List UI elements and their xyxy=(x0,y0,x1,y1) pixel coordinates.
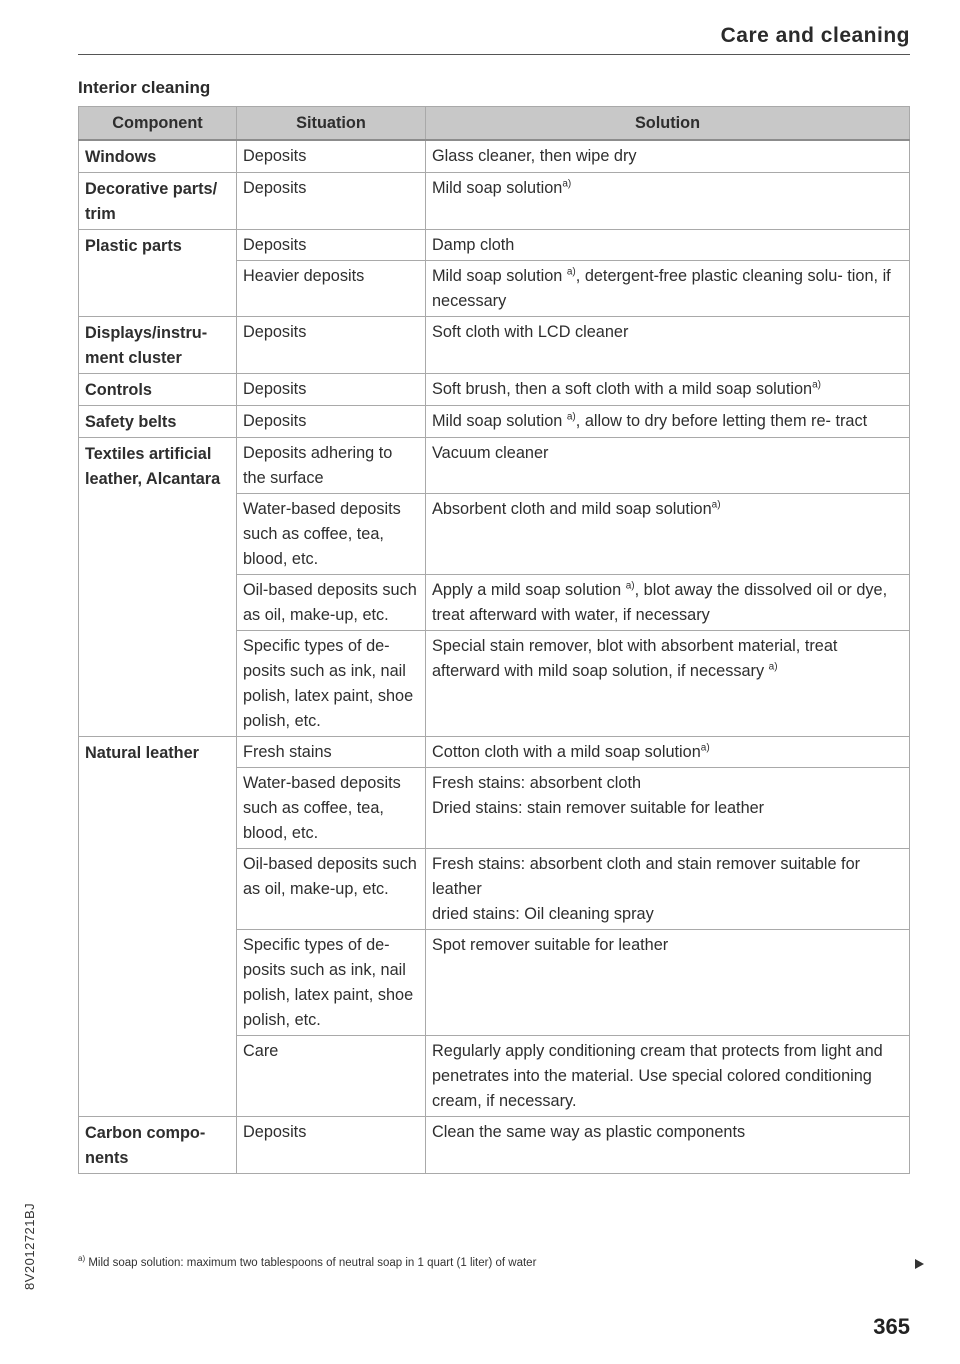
column-header-component: Component xyxy=(79,107,237,141)
solution-line: dried stains: Oil cleaning spray xyxy=(432,905,654,923)
situation-cell: Deposits xyxy=(237,230,426,261)
section-title: Interior cleaning xyxy=(78,78,211,97)
situation-cell: Care xyxy=(237,1036,426,1117)
component-cell: Plastic parts xyxy=(79,230,237,317)
solution-line: Fresh stains: absorbent cloth and stain remover suitable for leather xyxy=(432,855,861,898)
document-code: 8V2012721BJ xyxy=(22,1202,37,1290)
situation-cell: Specific types of de- posits such as ink, nail polish, latex paint, shoe polish, etc. xyxy=(237,930,426,1036)
table-row xyxy=(79,140,910,173)
component-cell: Windows xyxy=(79,140,237,173)
header-divider xyxy=(78,54,910,55)
interior-cleaning-table xyxy=(78,106,910,1174)
component-cell: Natural leather xyxy=(79,737,237,1117)
solution-line: Dried stains: stain remover suitable for leather xyxy=(432,799,765,817)
footnote-text: Mild soap solution: maximum two tablespoons of neutral soap in 1 quart (1 liter) of water xyxy=(88,1257,537,1269)
solution-cell: Damp cloth xyxy=(426,230,910,261)
table-row xyxy=(79,374,910,406)
footnote xyxy=(78,1254,537,1269)
component-cell: Textiles artificial leather, Alcantara xyxy=(79,438,237,737)
table-row xyxy=(79,173,910,230)
solution-cell xyxy=(426,261,910,317)
solution-cell xyxy=(426,494,910,575)
solution-text: Mild soap solution xyxy=(432,267,567,285)
footnote-marker: a) xyxy=(566,411,576,423)
component-cell: Safety belts xyxy=(79,406,237,438)
solution-text: Mild soap solution xyxy=(432,412,567,430)
table-row xyxy=(79,737,910,768)
column-header-solution: Solution xyxy=(426,107,910,141)
solution-cell xyxy=(426,575,910,631)
solution-text: , detergent-free plastic cleaning solu- tion, if necessary xyxy=(432,267,891,310)
situation-cell: Heavier deposits xyxy=(237,261,426,317)
solution-cell: Soft cloth with LCD cleaner xyxy=(426,317,910,374)
solution-text: Mild soap solution xyxy=(432,179,563,197)
table-row xyxy=(79,1117,910,1174)
solution-cell xyxy=(426,173,910,230)
solution-cell: Vacuum cleaner xyxy=(426,438,910,494)
situation-cell: Fresh stains xyxy=(237,737,426,768)
solution-cell xyxy=(426,631,910,737)
solution-text: Apply a mild soap solution xyxy=(432,581,626,599)
footnote-marker: a) xyxy=(78,1254,86,1264)
solution-cell xyxy=(426,737,910,768)
solution-cell xyxy=(426,849,910,930)
solution-cell: Regularly apply conditioning cream that protects from light and penetrates into the material. Use special colored conditioning cream, if necessary. xyxy=(426,1036,910,1117)
situation-cell: Oil-based deposits such as oil, make-up, etc. xyxy=(237,575,426,631)
column-header-situation: Situation xyxy=(237,107,426,141)
solution-line: Fresh stains: absorbent cloth xyxy=(432,774,642,792)
page-number: 365 xyxy=(873,1314,910,1339)
footnote-marker: a) xyxy=(700,742,710,754)
component-cell: Carbon compo- nents xyxy=(79,1117,237,1174)
solution-text: Soft brush, then a soft cloth with a mild soap solution xyxy=(432,380,813,398)
situation-cell: Deposits xyxy=(237,317,426,374)
running-header-title: Care and cleaning xyxy=(720,24,910,47)
solution-text: , allow to dry before letting them re- tract xyxy=(575,412,868,430)
situation-cell: Deposits adhering to the surface xyxy=(237,438,426,494)
situation-cell: Deposits xyxy=(237,173,426,230)
solution-text: Cotton cloth with a mild soap solution xyxy=(432,743,701,761)
solution-cell xyxy=(426,374,910,406)
table-header-row xyxy=(79,107,910,141)
solution-text: , blot away the dissolved oil or dye, treat afterward with water, if necessary xyxy=(432,581,888,624)
footnote-marker: a) xyxy=(812,379,822,391)
table-row xyxy=(79,406,910,438)
table-row xyxy=(79,317,910,374)
footnote-marker: a) xyxy=(566,266,576,278)
solution-text: Absorbent cloth and mild soap solution xyxy=(432,500,712,518)
solution-cell xyxy=(426,406,910,438)
triangle-right-icon xyxy=(915,1259,924,1269)
situation-cell: Oil-based deposits such as oil, make-up, etc. xyxy=(237,849,426,930)
solution-cell: Clean the same way as plastic components xyxy=(426,1117,910,1174)
situation-cell: Deposits xyxy=(237,140,426,173)
component-cell: Displays/instru- ment cluster xyxy=(79,317,237,374)
solution-cell xyxy=(426,768,910,849)
solution-text: Special stain remover, blot with absorbent material, treat afterward with mild soap solution, if necessary xyxy=(432,637,838,680)
table-row xyxy=(79,438,910,494)
situation-cell: Specific types of de- posits such as ink, nail polish, latex paint, shoe polish, etc. xyxy=(237,631,426,737)
footnote-marker: a) xyxy=(768,661,778,673)
table-row xyxy=(79,230,910,261)
footnote-marker: a) xyxy=(562,178,572,190)
situation-cell: Deposits xyxy=(237,374,426,406)
situation-cell: Deposits xyxy=(237,1117,426,1174)
situation-cell: Water-based deposits such as coffee, tea, blood, etc. xyxy=(237,494,426,575)
solution-cell: Spot remover suitable for leather xyxy=(426,930,910,1036)
component-cell: Decorative parts/ trim xyxy=(79,173,237,230)
footnote-marker: a) xyxy=(711,499,721,511)
footnote-marker: a) xyxy=(625,580,635,592)
situation-cell: Water-based deposits such as coffee, tea, blood, etc. xyxy=(237,768,426,849)
solution-cell: Glass cleaner, then wipe dry xyxy=(426,140,910,173)
component-cell: Controls xyxy=(79,374,237,406)
situation-cell: Deposits xyxy=(237,406,426,438)
